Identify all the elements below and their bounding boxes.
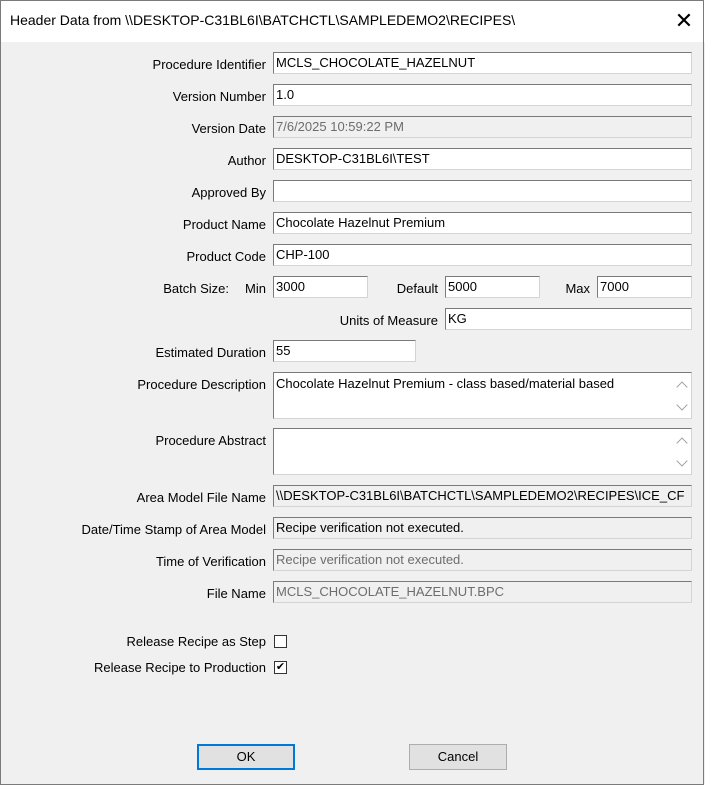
scroll-up-icon[interactable]: [676, 435, 688, 445]
release-to-production-label: Release Recipe to Production: [94, 660, 266, 675]
estimated-duration-field[interactable]: 55: [273, 340, 416, 362]
version-number-label: Version Number: [172, 89, 266, 104]
file-name-field: MCLS_CHOCOLATE_HAZELNUT.BPC: [273, 581, 692, 603]
product-name-label: Product Name: [182, 217, 266, 232]
cancel-button[interactable]: Cancel: [409, 744, 507, 770]
batch-min-label: Min: [245, 281, 266, 296]
author-field[interactable]: DESKTOP-C31BL6I\TEST: [273, 148, 692, 170]
approved-by-label: Approved By: [191, 185, 266, 200]
time-of-verification-field: Recipe verification not executed.: [273, 549, 692, 571]
procedure-description-text: Chocolate Hazelnut Premium - class based/material based: [276, 376, 615, 391]
estimated-duration-label: Estimated Duration: [155, 345, 266, 360]
version-date-field: 7/6/2025 10:59:22 PM: [273, 116, 692, 138]
procedure-description-scrollbar[interactable]: [673, 373, 691, 418]
product-code-field[interactable]: CHP-100: [273, 244, 692, 266]
version-number-field[interactable]: 1.0: [273, 84, 692, 106]
scroll-down-icon[interactable]: [676, 458, 688, 468]
batch-max-field[interactable]: 7000: [597, 276, 692, 298]
version-date-label: Version Date: [191, 121, 266, 136]
author-label: Author: [227, 153, 266, 168]
release-as-step-checkbox[interactable]: [274, 635, 287, 648]
batch-min-field[interactable]: 3000: [273, 276, 368, 298]
procedure-abstract-scrollbar[interactable]: [673, 429, 691, 474]
product-code-label: Product Code: [186, 249, 266, 264]
procedure-identifier-label: Procedure Identifier: [152, 57, 266, 72]
scroll-up-icon[interactable]: [676, 379, 688, 389]
release-as-step-label: Release Recipe as Step: [126, 634, 266, 649]
file-name-label: File Name: [206, 586, 266, 601]
procedure-identifier-field[interactable]: MCLS_CHOCOLATE_HAZELNUT: [273, 52, 692, 74]
dialog-title: Header Data from \\DESKTOP-C31BL6I\BATCHCTL\SAMPLEDEMO2\RECIPES\: [10, 12, 516, 28]
batch-default-label: Default: [396, 281, 438, 296]
batch-default-field[interactable]: 5000: [445, 276, 540, 298]
ok-button[interactable]: OK: [197, 744, 295, 770]
area-model-file-name-label: Area Model File Name: [136, 490, 266, 505]
procedure-description-textarea[interactable]: [273, 372, 692, 419]
datetime-stamp-field: Recipe verification not executed.: [273, 517, 692, 539]
procedure-abstract-label: Procedure Abstract: [155, 433, 266, 448]
batch-size-label: Batch Size:: [163, 281, 229, 296]
area-model-file-name-field: \\DESKTOP-C31BL6I\BATCHCTL\SAMPLEDEMO2\RECIPES\ICE_CF: [273, 485, 692, 507]
checkmark-icon: ✔: [275, 661, 286, 673]
procedure-abstract-textarea[interactable]: [273, 428, 692, 475]
batch-max-label: Max: [565, 281, 590, 296]
units-of-measure-label: Units of Measure: [339, 313, 438, 328]
procedure-description-label: Procedure Description: [137, 377, 266, 392]
units-of-measure-field[interactable]: KG: [445, 308, 692, 330]
scroll-down-icon[interactable]: [676, 402, 688, 412]
approved-by-field[interactable]: [273, 180, 692, 202]
title-bar: [0, 0, 706, 42]
close-icon[interactable]: ✕: [674, 8, 694, 33]
product-name-field[interactable]: Chocolate Hazelnut Premium: [273, 212, 692, 234]
release-to-production-checkbox[interactable]: [274, 661, 287, 674]
dialog-body: [1, 42, 705, 784]
datetime-stamp-label: Date/Time Stamp of Area Model: [81, 522, 266, 537]
time-of-verification-label: Time of Verification: [155, 554, 266, 569]
